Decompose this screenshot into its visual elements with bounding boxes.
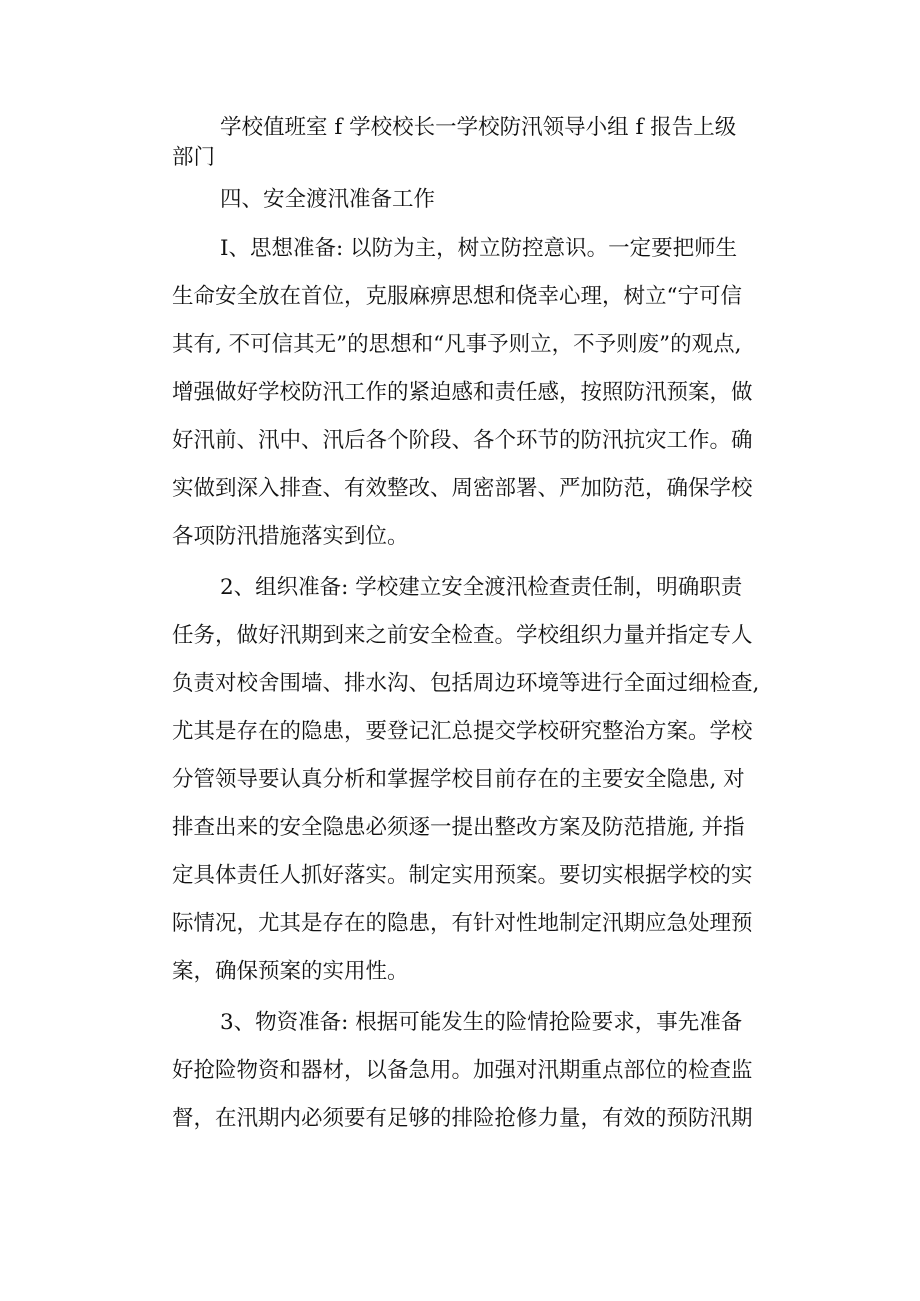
text-line-2: 部门	[172, 145, 216, 170]
text-line-9: 实做到深入排查、有效整改、周密部署、严加防范，确保学校	[172, 476, 753, 501]
text-line-8: 好汛前、汛中、汛后各个阶段、各个环节的防汛抗灾工作。确	[172, 428, 753, 453]
text-line-11: 2、组织准备: 学校建立安全渡汛检查责任制，明确职责	[220, 575, 743, 600]
text-line-20: 3、物资准备: 根据可能发生的险情抢险要求，事先准备	[220, 1010, 743, 1035]
text-line-17: 定具体责任人抓好落实。制定实用预案。要切实根据学校的实	[172, 863, 753, 888]
text-line-10: 各项防汛措施落实到位。	[172, 524, 409, 549]
text-line-18: 际情况，尤其是存在的隐患，有针对性地制定汛期应急处理预	[172, 911, 753, 936]
text-line-13: 负责对校舍围墙、排水沟、包括周边环境等进行全面过细检查,	[172, 671, 760, 696]
text-line-16: 排查出来的安全隐患必须逐一提出整改方案及防范措施, 并指	[172, 815, 745, 840]
text-line-14: 尤其是存在的隐患，要登记汇总提交学校研究整治方案。学校	[172, 719, 753, 744]
text-line-7: 增强做好学校防汛工作的紧迫感和责任感，按照防汛预案，做	[172, 380, 753, 405]
text-line-6: 其有, 不可信其无”的思想和“凡事予则立，不予则废”的观点,	[172, 332, 742, 357]
text-line-15: 分管领导要认真分析和掌握学校目前存在的主要安全隐患, 对	[172, 767, 745, 792]
text-line-21: 好抢险物资和器材，以备急用。加强对汛期重点部位的检查监	[172, 1058, 753, 1083]
text-line-22: 督，在汛期内必须要有足够的排险抢修力量，有效的预防汛期	[172, 1106, 753, 1131]
section-heading-4: 四、安全渡汛准备工作	[220, 187, 436, 212]
text-line-4: I、思想准备: 以防为主，树立防控意识。一定要把师生	[220, 236, 738, 261]
text-line-12: 任务，做好汛期到来之前安全检查。学校组织力量并指定专人	[172, 623, 753, 648]
text-line-1: 学校值班室 f 学校校长一学校防汛领导小组 f 报告上级	[220, 115, 737, 140]
text-line-19: 案，确保预案的实用性。	[172, 959, 409, 984]
text-line-5: 生命安全放在首位，克服麻痹思想和侥幸心理，树立“宁可信	[172, 284, 742, 309]
